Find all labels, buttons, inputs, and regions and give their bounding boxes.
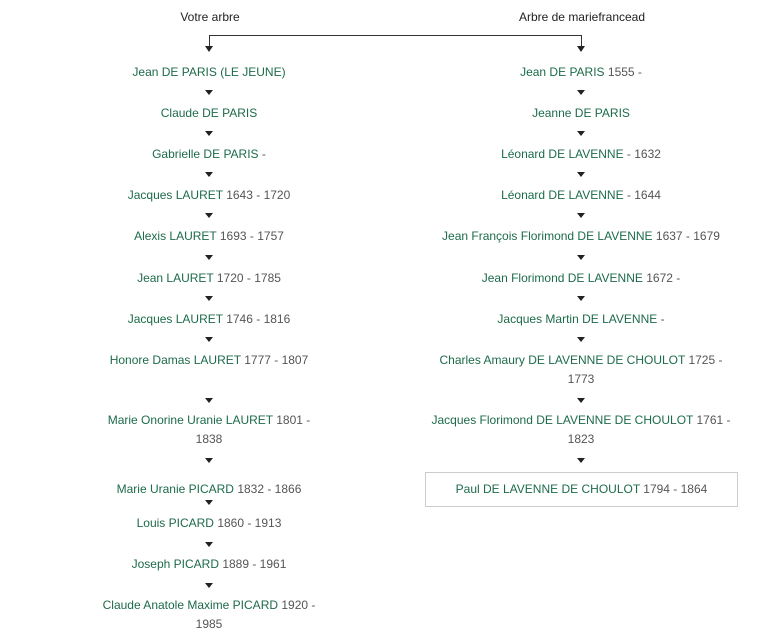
person-name-link[interactable]: Léonard DE LAVENNE	[501, 188, 624, 202]
person-dates: 1832 - 1866	[233, 482, 302, 496]
down-arrow-icon	[577, 213, 585, 218]
down-arrow-icon	[577, 90, 585, 95]
person-dates: 1672 -	[642, 271, 681, 285]
person-dates: 1801 - 1838	[195, 413, 311, 446]
person-name-link[interactable]: Jean LAURET	[137, 271, 214, 285]
down-arrow-icon	[577, 458, 585, 463]
person-name-link[interactable]: Claude Anatole Maxime PICARD	[102, 598, 279, 612]
person-entry	[100, 480, 318, 499]
down-arrow-icon	[205, 583, 213, 588]
tree-connector-line	[209, 35, 581, 36]
person-dates: 1555 -	[604, 65, 642, 79]
person-name-link[interactable]: Jacques LAURET	[127, 312, 223, 326]
person-entry	[428, 310, 734, 329]
person-name-link[interactable]: Charles Amaury DE LAVENNE DE CHOULOT	[439, 353, 686, 367]
down-arrow-icon	[205, 213, 213, 218]
person-name-link[interactable]: Jean DE PARIS	[520, 65, 605, 79]
person-dates: - 1644	[623, 188, 661, 202]
down-arrow-icon	[205, 172, 213, 177]
down-arrow-icon	[577, 337, 585, 342]
person-name-link[interactable]: Joseph PICARD	[131, 557, 219, 571]
your-tree-header: Votre arbre	[180, 10, 240, 24]
common-ancestor-box	[425, 472, 738, 507]
person-dates: 1720 - 1785	[213, 271, 281, 285]
person-dates: 1746 - 1816	[222, 312, 291, 326]
person-entry	[428, 145, 734, 164]
down-arrow-icon	[577, 255, 585, 260]
down-arrow-icon	[205, 542, 213, 547]
person-name-link[interactable]: Jean Florimond DE LAVENNE	[481, 271, 643, 285]
other-tree-header: Arbre de mariefrancead	[518, 10, 646, 24]
down-arrow-icon	[577, 46, 585, 52]
down-arrow-icon	[205, 398, 213, 403]
down-arrow-icon	[205, 131, 213, 136]
person-dates: 1761 - 1823	[567, 413, 731, 446]
person-name-link[interactable]: Honore Damas LAURET	[109, 353, 241, 367]
person-name-link[interactable]: Marie Uranie PICARD	[116, 482, 234, 496]
person-entry	[100, 514, 318, 533]
person-dates: - 1632	[623, 147, 661, 161]
person-entry	[100, 269, 318, 288]
person-name-link[interactable]: Jean François Florimond DE LAVENNE	[442, 229, 653, 243]
person-name-link[interactable]: Alexis LAURET	[134, 229, 217, 243]
person-dates: 1889 - 1961	[218, 557, 287, 571]
person-entry	[100, 555, 318, 574]
down-arrow-icon	[577, 172, 585, 177]
down-arrow-icon	[205, 500, 213, 505]
person-name-link[interactable]: Jeanne DE PARIS	[532, 106, 630, 120]
person-name-link[interactable]: Léonard DE LAVENNE	[501, 147, 624, 161]
person-dates: 1725 - 1773	[567, 353, 723, 386]
person-entry	[96, 596, 322, 634]
person-entry	[100, 63, 318, 82]
person-name-link[interactable]: Paul DE LAVENNE DE CHOULOT	[455, 482, 640, 496]
down-arrow-icon	[205, 90, 213, 95]
person-dates: 1693 - 1757	[216, 229, 284, 243]
person-dates: 1794 - 1864	[639, 482, 708, 496]
person-name-link[interactable]: Gabrielle DE PARIS	[152, 147, 259, 161]
person-name-link[interactable]: Marie Onorine Uranie LAURET	[107, 413, 273, 427]
person-entry	[428, 104, 734, 123]
person-dates: -	[258, 147, 266, 161]
person-dates: -	[657, 312, 665, 326]
person-dates: 1860 - 1913	[213, 516, 282, 530]
person-name-link[interactable]: Jean DE PARIS (LE JEUNE)	[132, 65, 286, 79]
person-name-link[interactable]: Jacques LAURET	[127, 188, 223, 202]
person-entry	[100, 186, 318, 205]
person-entry	[100, 104, 318, 123]
person-entry	[428, 186, 734, 205]
down-arrow-icon	[205, 458, 213, 463]
person-entry	[428, 411, 734, 449]
person-entry	[100, 310, 318, 329]
person-entry	[428, 227, 734, 246]
person-entry	[428, 269, 734, 288]
person-dates: 1777 - 1807	[240, 353, 309, 367]
down-arrow-icon	[577, 398, 585, 403]
down-arrow-icon	[205, 255, 213, 260]
down-arrow-icon	[205, 46, 213, 52]
person-dates: 1637 - 1679	[652, 229, 720, 243]
person-dates: 1920 - 1985	[195, 598, 316, 631]
person-name-link[interactable]: Claude DE PARIS	[160, 106, 258, 120]
person-entry	[104, 411, 314, 449]
down-arrow-icon	[205, 296, 213, 301]
person-name-link[interactable]: Jacques Florimond DE LAVENNE DE CHOULOT	[431, 413, 694, 427]
person-dates: 1643 - 1720	[222, 188, 291, 202]
person-entry	[100, 351, 318, 370]
person-entry	[100, 145, 318, 164]
person-name-link[interactable]: Louis PICARD	[136, 516, 214, 530]
person-name-link[interactable]: Jacques Martin DE LAVENNE	[497, 312, 658, 326]
person-entry	[436, 351, 726, 389]
down-arrow-icon	[577, 296, 585, 301]
down-arrow-icon	[205, 337, 213, 342]
person-entry	[428, 63, 734, 82]
person-entry	[100, 227, 318, 246]
down-arrow-icon	[577, 131, 585, 136]
